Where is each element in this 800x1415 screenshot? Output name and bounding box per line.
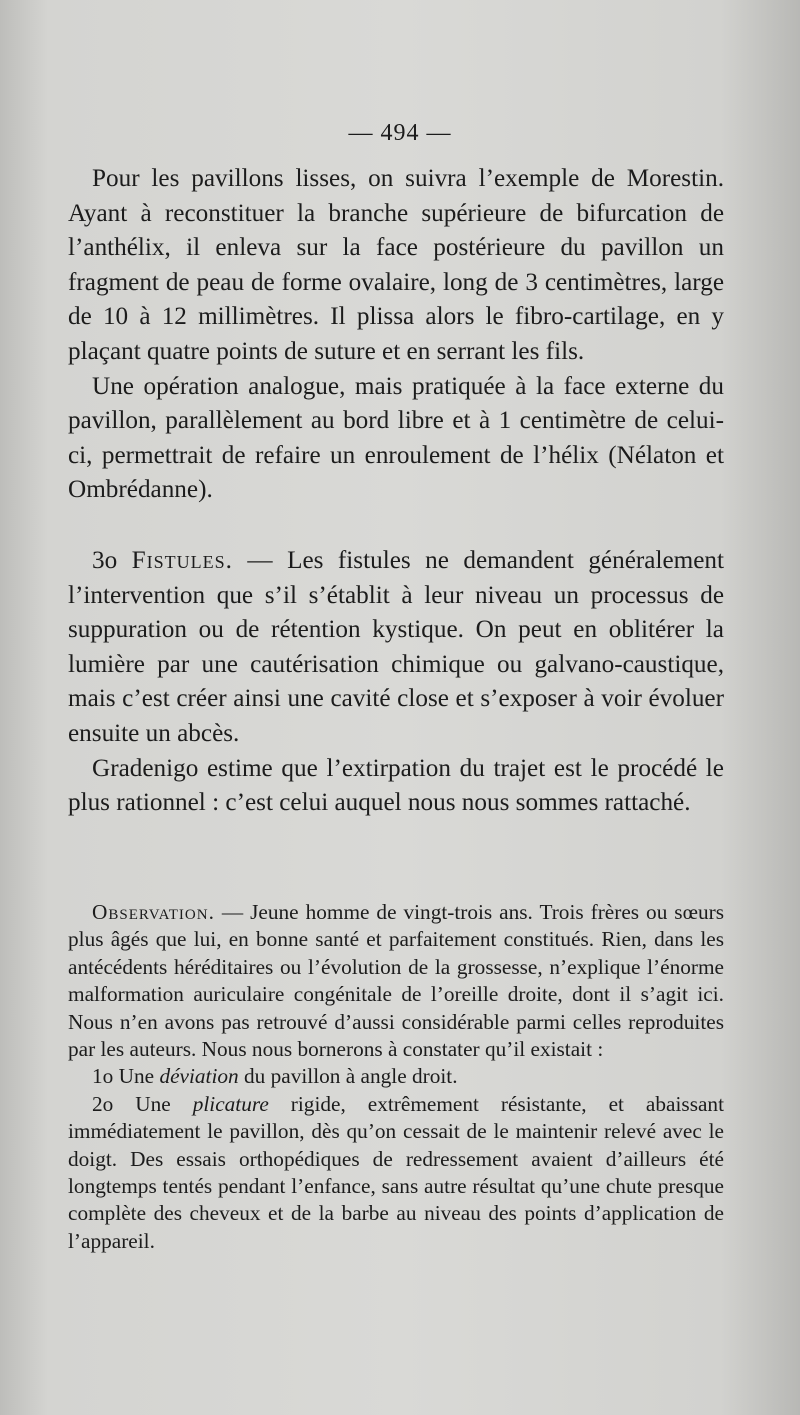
list-item-plicature	[68, 1091, 724, 1255]
section-heading-fistules: Fistules.	[131, 546, 233, 574]
paragraph-fistules	[68, 544, 724, 752]
section-gap	[68, 508, 724, 544]
paragraph-observation	[68, 899, 724, 1063]
page-number: — 494 —	[348, 120, 452, 146]
fistules-text: — Les fistules ne demandent généralement l’intervention que s’il s’établit à leur niveau un processus de suppuration ou de rétention kystique. On peut en oblitérer la lumière par une cautérisation chimique ou galvano-caustique, mais c’est créer ainsi une cavité close et s’exposer à voir évoluer ensuite un abcès.	[68, 546, 724, 747]
item2-term: plicature	[192, 1091, 269, 1116]
main-text	[68, 162, 724, 821]
observation-block	[68, 899, 724, 1255]
item2-rest: rigide, extrêmement résistante, et abaissant immédiatement le pavillon, dès qu’on cessait de le maintenir relevé avec le doigt. Des essais orthopédiques de redressement avaient d’ailleurs été longtemps tentés pendant l’enfance, sans autre résultat qu’une chute presque complète des cheveux et de la barbe au niveau des points d’application de l’appareil.	[68, 1091, 724, 1253]
paragraph-operation-analogue: Une opération analogue, mais pratiquée à la face externe du pavillon, parallèlement au bord libre et à 1 centimètre de celui-ci, permettrait de refaire un enroulement de l’hélix (Nélaton et Ombrédanne).	[68, 372, 724, 504]
item1-term: déviation	[159, 1064, 239, 1089]
item1-rest: du pavillon à angle droit.	[238, 1064, 458, 1089]
paragraph-morestin: Pour les pavillons lisses, on suivra l’exemple de Morestin. Ayant à reconstituer la branche supérieure de bifurcation de l’anthélix, il enleva sur la face postérieure du pavillon un fragment de peau de forme ovalaire, long de 3 centimètres, large de 10 à 12 millimètres. Il plissa alors le fibro-cartilage, en y plaçant quatre points de suture et en serrant les fils.	[68, 165, 724, 365]
observation-heading: Observation.	[92, 900, 215, 924]
observation-text: — Jeune homme de vingt-trois ans. Trois frères ou sœurs plus âgés que lui, en bonne santé et parfaitement constitués. Rien, dans les antécédents héréditaires ou l’évolution de la grossesse, n’explique l’énorme malformation auriculaire congénitale de l’oreille droite, dont il s’agit ici. Nous n’en avons pas retrouvé d’aussi considérable parmi celles reproduites par les auteurs. Nous nous bornerons à constater qu’il existait :	[68, 900, 724, 1062]
section-number: 3o	[92, 546, 118, 574]
item2-prefix: 2o Une	[92, 1091, 193, 1116]
list-item-deviation	[68, 1063, 724, 1090]
item1-prefix: 1o Une	[92, 1064, 160, 1089]
paragraph-gradenigo: Gradenigo estime que l’extirpation du trajet est le procédé le plus rationnel : c’est celui auquel nous nous sommes rattaché.	[68, 754, 724, 817]
